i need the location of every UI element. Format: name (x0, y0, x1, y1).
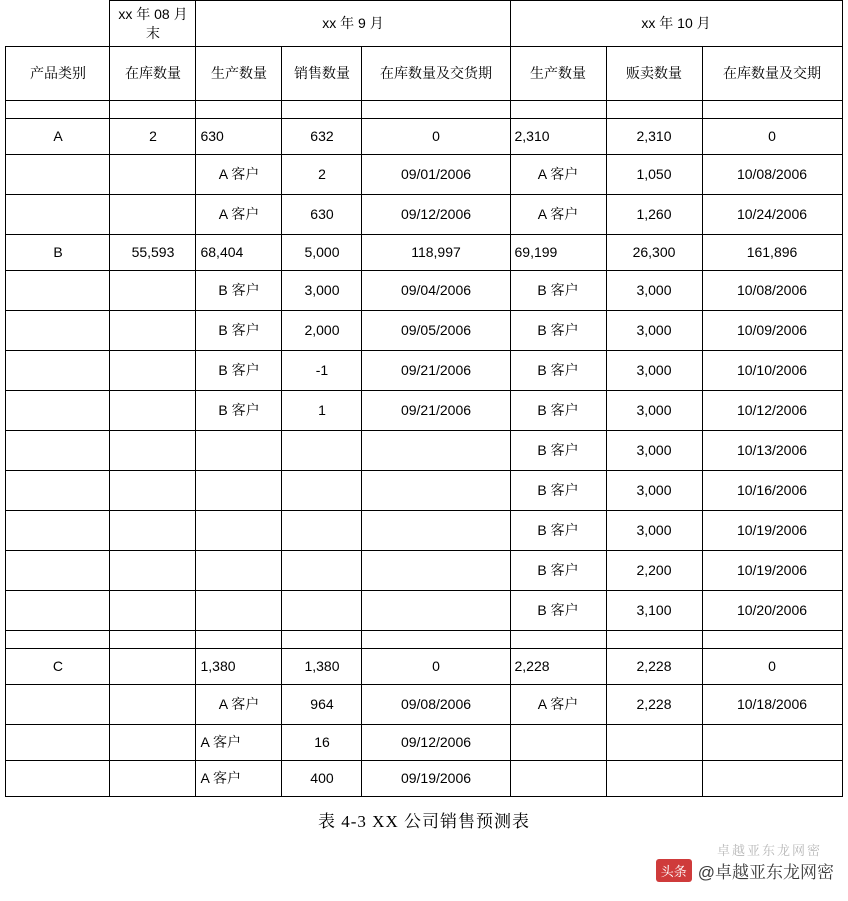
cell-sales-sep: 1,380 (282, 649, 362, 685)
table-row (6, 155, 842, 195)
cell-sales-sep: 2,000 (282, 311, 362, 351)
cell-category (6, 631, 110, 649)
cell-delivery-oct: 10/16/2006 (702, 471, 842, 511)
cell-sales-sep: 632 (282, 119, 362, 155)
cell-production-oct: 2,310 (510, 119, 606, 155)
cell-sales-sep: 1 (282, 391, 362, 431)
cell-production-sep: A 客户 (196, 685, 282, 725)
cell-delivery-oct: 0 (702, 649, 842, 685)
cell-production-sep: 68,404 (196, 235, 282, 271)
cell-delivery-sep (362, 551, 510, 591)
cell-production-oct: B 客户 (510, 431, 606, 471)
cell-sold-oct: 3,000 (606, 511, 702, 551)
cell-stock-aug (110, 195, 196, 235)
cell-delivery-oct: 10/20/2006 (702, 591, 842, 631)
cell-stock-aug: 55,593 (110, 235, 196, 271)
cell-stock-aug (110, 685, 196, 725)
table-row (6, 271, 842, 311)
col-header-production-qty-oct: 生产数量 (510, 47, 606, 101)
table-row (6, 685, 842, 725)
cell-sales-sep (282, 471, 362, 511)
cell-stock-aug: 2 (110, 119, 196, 155)
cell-category: B (6, 235, 110, 271)
group-header-oct: xx 年 10 月 (510, 1, 842, 47)
table-row (6, 311, 842, 351)
cell-category (6, 101, 110, 119)
cell-sales-sep (282, 551, 362, 591)
cell-category (6, 351, 110, 391)
cell-production-oct: B 客户 (510, 591, 606, 631)
cell-delivery-oct: 161,896 (702, 235, 842, 271)
cell-sales-sep (282, 101, 362, 119)
cell-category (6, 271, 110, 311)
cell-production-sep: A 客户 (196, 725, 282, 761)
cell-stock-aug (110, 551, 196, 591)
cell-production-oct: B 客户 (510, 511, 606, 551)
cell-sales-sep: 5,000 (282, 235, 362, 271)
cell-production-sep (196, 101, 282, 119)
table-row-total-b (6, 235, 842, 271)
col-header-production-qty-sep: 生产数量 (196, 47, 282, 101)
cell-category (6, 725, 110, 761)
cell-sold-oct: 3,000 (606, 471, 702, 511)
cell-sold-oct: 3,000 (606, 351, 702, 391)
cell-sold-oct (606, 101, 702, 119)
cell-production-oct: A 客户 (510, 685, 606, 725)
cell-delivery-oct: 0 (702, 119, 842, 155)
col-header-product-category: 产品类别 (6, 47, 110, 101)
cell-production-oct: A 客户 (510, 155, 606, 195)
cell-production-oct (510, 761, 606, 797)
table-row (6, 471, 842, 511)
cell-production-sep (196, 551, 282, 591)
cell-sold-oct: 3,000 (606, 431, 702, 471)
cell-sales-sep: -1 (282, 351, 362, 391)
cell-delivery-sep: 09/08/2006 (362, 685, 510, 725)
cell-category (6, 391, 110, 431)
cell-stock-aug (110, 311, 196, 351)
cell-delivery-sep: 09/19/2006 (362, 761, 510, 797)
cell-category (6, 551, 110, 591)
cell-stock-aug (110, 511, 196, 551)
cell-delivery-sep: 09/04/2006 (362, 271, 510, 311)
cell-stock-aug (110, 631, 196, 649)
cell-sales-sep (282, 591, 362, 631)
col-header-stock-delivery-sep: 在库数量及交货期 (362, 47, 510, 101)
cell-stock-aug (110, 725, 196, 761)
cell-delivery-sep: 09/12/2006 (362, 195, 510, 235)
group-header-blank (6, 1, 110, 47)
table-row (6, 761, 842, 797)
table-row (6, 631, 842, 649)
table-column-header-row (6, 47, 842, 101)
cell-sales-sep: 16 (282, 725, 362, 761)
cell-sold-oct: 1,050 (606, 155, 702, 195)
cell-delivery-oct (702, 725, 842, 761)
cell-delivery-sep: 09/01/2006 (362, 155, 510, 195)
table-row (6, 351, 842, 391)
cell-delivery-oct: 10/19/2006 (702, 511, 842, 551)
cell-production-oct (510, 725, 606, 761)
cell-sales-sep: 964 (282, 685, 362, 725)
cell-sold-oct (606, 631, 702, 649)
cell-production-sep: B 客户 (196, 391, 282, 431)
cell-production-oct (510, 631, 606, 649)
table-row (6, 591, 842, 631)
cell-delivery-sep: 09/21/2006 (362, 391, 510, 431)
cell-delivery-oct: 10/09/2006 (702, 311, 842, 351)
cell-delivery-oct: 10/08/2006 (702, 155, 842, 195)
cell-sales-sep (282, 631, 362, 649)
cell-stock-aug (110, 155, 196, 195)
cell-production-oct: A 客户 (510, 195, 606, 235)
cell-sold-oct: 1,260 (606, 195, 702, 235)
cell-sold-oct: 3,100 (606, 591, 702, 631)
table-row (6, 391, 842, 431)
table-row-total-a (6, 119, 842, 155)
cell-production-sep (196, 471, 282, 511)
cell-production-oct (510, 101, 606, 119)
cell-delivery-oct: 10/13/2006 (702, 431, 842, 471)
cell-category (6, 431, 110, 471)
cell-category (6, 591, 110, 631)
cell-sales-sep: 3,000 (282, 271, 362, 311)
sales-forecast-table (5, 0, 842, 797)
cell-delivery-sep (362, 511, 510, 551)
watermark (656, 858, 834, 883)
cell-stock-aug (110, 591, 196, 631)
cell-delivery-oct (702, 101, 842, 119)
cell-delivery-oct (702, 631, 842, 649)
cell-category (6, 471, 110, 511)
col-header-sold-qty-oct: 贩卖数量 (606, 47, 702, 101)
cell-stock-aug (110, 351, 196, 391)
table-row (6, 431, 842, 471)
cell-delivery-sep: 09/12/2006 (362, 725, 510, 761)
table-row (6, 725, 842, 761)
cell-sales-sep (282, 431, 362, 471)
cell-delivery-sep: 09/05/2006 (362, 311, 510, 351)
cell-delivery-oct: 10/18/2006 (702, 685, 842, 725)
cell-category: C (6, 649, 110, 685)
cell-category (6, 761, 110, 797)
cell-production-sep: B 客户 (196, 311, 282, 351)
cell-delivery-oct: 10/08/2006 (702, 271, 842, 311)
cell-delivery-sep: 118,997 (362, 235, 510, 271)
toutiao-badge-icon: 头条 (656, 859, 692, 882)
col-header-stock-delivery-oct: 在库数量及交期 (702, 47, 842, 101)
cell-delivery-sep (362, 101, 510, 119)
cell-sold-oct (606, 761, 702, 797)
table-row-total-c (6, 649, 842, 685)
cell-production-sep: A 客户 (196, 195, 282, 235)
table-row (6, 101, 842, 119)
cell-production-sep: B 客户 (196, 351, 282, 391)
cell-stock-aug (110, 391, 196, 431)
col-header-stock-qty-aug: 在库数量 (110, 47, 196, 101)
cell-sold-oct: 2,200 (606, 551, 702, 591)
watermark-ghost-text: 卓越亚东龙网密 (716, 843, 822, 858)
cell-production-oct: B 客户 (510, 271, 606, 311)
cell-production-sep: A 客户 (196, 155, 282, 195)
cell-production-oct: B 客户 (510, 351, 606, 391)
cell-delivery-sep (362, 631, 510, 649)
cell-sold-oct: 26,300 (606, 235, 702, 271)
cell-delivery-sep: 0 (362, 649, 510, 685)
cell-sold-oct: 3,000 (606, 271, 702, 311)
cell-delivery-oct: 10/10/2006 (702, 351, 842, 391)
cell-sales-sep: 2 (282, 155, 362, 195)
cell-production-sep: 1,380 (196, 649, 282, 685)
cell-category (6, 511, 110, 551)
cell-delivery-sep (362, 431, 510, 471)
group-header-sep: xx 年 9 月 (196, 1, 510, 47)
cell-delivery-sep: 09/21/2006 (362, 351, 510, 391)
cell-category (6, 155, 110, 195)
cell-sales-sep (282, 511, 362, 551)
cell-stock-aug (110, 271, 196, 311)
cell-sales-sep: 400 (282, 761, 362, 797)
watermark-account-name: @卓越亚东龙网密 (697, 863, 834, 882)
cell-production-sep (196, 511, 282, 551)
cell-sold-oct: 2,228 (606, 649, 702, 685)
group-header-aug: xx 年 08 月末 (110, 1, 196, 47)
cell-stock-aug (110, 101, 196, 119)
cell-delivery-oct: 10/24/2006 (702, 195, 842, 235)
cell-category (6, 685, 110, 725)
cell-sold-oct: 2,310 (606, 119, 702, 155)
cell-production-oct: 2,228 (510, 649, 606, 685)
cell-sales-sep: 630 (282, 195, 362, 235)
table-caption: 表 4-3 XX 公司销售预测表 (318, 812, 530, 831)
cell-sold-oct: 3,000 (606, 311, 702, 351)
cell-sold-oct (606, 725, 702, 761)
cell-stock-aug (110, 761, 196, 797)
cell-category (6, 311, 110, 351)
cell-production-oct: B 客户 (510, 391, 606, 431)
cell-sold-oct: 2,228 (606, 685, 702, 725)
cell-production-oct: 69,199 (510, 235, 606, 271)
cell-sold-oct: 3,000 (606, 391, 702, 431)
cell-production-oct: B 客户 (510, 551, 606, 591)
cell-production-sep: B 客户 (196, 271, 282, 311)
cell-production-oct: B 客户 (510, 311, 606, 351)
cell-delivery-sep (362, 591, 510, 631)
table-row (6, 511, 842, 551)
cell-production-sep (196, 431, 282, 471)
table-row (6, 195, 842, 235)
cell-stock-aug (110, 431, 196, 471)
cell-stock-aug (110, 649, 196, 685)
cell-delivery-oct: 10/12/2006 (702, 391, 842, 431)
cell-delivery-oct: 10/19/2006 (702, 551, 842, 591)
cell-production-sep: A 客户 (196, 761, 282, 797)
cell-production-sep (196, 631, 282, 649)
table-group-header-row (6, 1, 842, 47)
cell-stock-aug (110, 471, 196, 511)
cell-category (6, 195, 110, 235)
cell-delivery-sep (362, 471, 510, 511)
cell-production-sep (196, 591, 282, 631)
cell-delivery-oct (702, 761, 842, 797)
cell-production-sep: 630 (196, 119, 282, 155)
table-row (6, 551, 842, 591)
cell-production-oct: B 客户 (510, 471, 606, 511)
table-body (6, 101, 842, 797)
cell-delivery-sep: 0 (362, 119, 510, 155)
cell-category: A (6, 119, 110, 155)
col-header-sales-qty-sep: 销售数量 (282, 47, 362, 101)
